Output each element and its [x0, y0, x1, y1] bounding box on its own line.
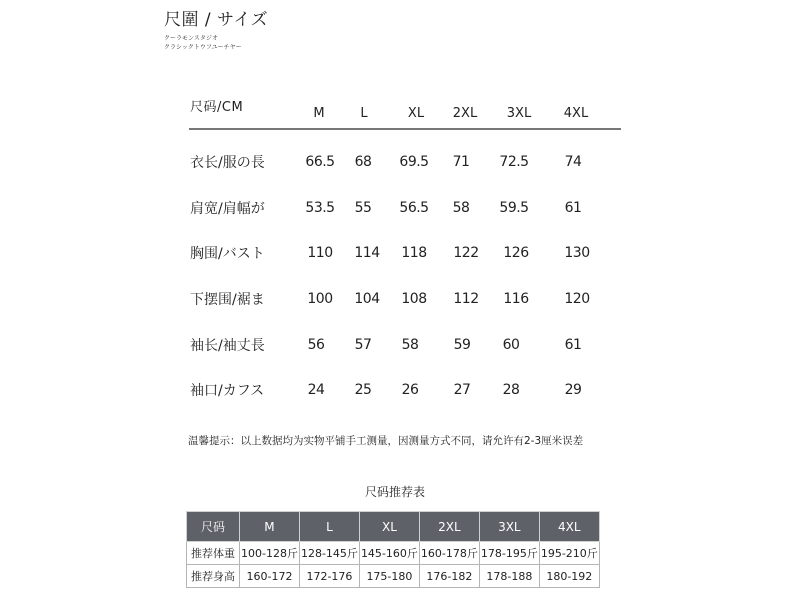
recommend-header-row — [187, 512, 600, 542]
row-label: 袖口/カフス — [190, 383, 265, 399]
size-value: 74 — [564, 154, 582, 170]
recommend-size-header: M — [240, 512, 300, 542]
size-value: 112 — [453, 291, 479, 307]
size-value: 71 — [452, 154, 470, 170]
size-value: 116 — [503, 291, 529, 307]
size-value: 57 — [354, 337, 372, 353]
size-value: 108 — [401, 291, 427, 307]
page-title: 尺圍 / サイズ — [164, 10, 269, 30]
header-divider — [189, 128, 621, 130]
recommend-value: 176-182 — [419, 565, 479, 588]
size-value: 56 — [307, 337, 325, 353]
size-value: 130 — [564, 245, 590, 261]
row-label: 衣长/服の長 — [190, 155, 265, 171]
column-header: 3XL — [506, 106, 532, 121]
row-label: 袖长/袖丈長 — [190, 338, 265, 354]
recommend-value: 195-210斤 — [539, 542, 599, 565]
recommend-value: 128-145斤 — [299, 542, 359, 565]
size-value: 59 — [453, 337, 471, 353]
size-value: 114 — [354, 245, 380, 261]
recommend-value: 175-180 — [359, 565, 419, 588]
recommend-value: 172-176 — [299, 565, 359, 588]
size-value: 58 — [452, 200, 470, 216]
size-value: 58 — [401, 337, 419, 353]
size-value: 26 — [401, 382, 419, 398]
size-value: 120 — [564, 291, 590, 307]
size-value: 72.5 — [499, 154, 529, 170]
row-label: 肩宽/肩幅が — [190, 201, 265, 217]
subtitle-line: クーラモンスタジオ — [164, 35, 218, 42]
size-value: 66.5 — [305, 154, 335, 170]
size-value: 56.5 — [399, 200, 429, 216]
size-value: 68 — [354, 154, 372, 170]
size-value: 126 — [503, 245, 529, 261]
size-value: 60 — [502, 337, 520, 353]
size-value: 55 — [354, 200, 372, 216]
size-value: 61 — [564, 200, 582, 216]
recommend-size-header: L — [299, 512, 359, 542]
size-value: 28 — [502, 382, 520, 398]
unit-label: 尺码/CM — [190, 100, 244, 115]
column-header: 4XL — [563, 106, 589, 121]
subtitle-line: クラシックトウフユーチヤー — [164, 44, 242, 51]
recommend-value: 145-160斤 — [359, 542, 419, 565]
column-header: 2XL — [452, 106, 478, 121]
row-label: 胸围/バスト — [190, 246, 265, 262]
row-label: 下摆围/裾ま — [190, 292, 265, 308]
size-value: 29 — [564, 382, 582, 398]
size-value: 53.5 — [305, 200, 335, 216]
table-row — [187, 542, 600, 565]
recommend-row-label: 推荐身高 — [187, 565, 240, 588]
recommend-value: 160-172 — [240, 565, 300, 588]
size-value: 24 — [307, 382, 325, 398]
size-value: 27 — [453, 382, 471, 398]
recommend-size-header: 2XL — [419, 512, 479, 542]
recommend-value: 178-188 — [479, 565, 539, 588]
size-value: 110 — [307, 245, 333, 261]
measurement-note: 温馨提示：以上数据均为实物平铺手工测量，因测量方式不同，请允许有2-3厘米误差 — [188, 435, 584, 447]
recommend-value: 100-128斤 — [240, 542, 300, 565]
column-header: M — [313, 106, 325, 121]
recommend-value: 160-178斤 — [419, 542, 479, 565]
table-row — [187, 565, 600, 588]
size-value: 118 — [401, 245, 427, 261]
size-value: 104 — [354, 291, 380, 307]
recommend-size-header: XL — [359, 512, 419, 542]
size-value: 122 — [453, 245, 479, 261]
size-value: 25 — [354, 382, 372, 398]
recommend-value: 180-192 — [539, 565, 599, 588]
size-value: 100 — [307, 291, 333, 307]
size-value: 61 — [564, 337, 582, 353]
recommend-header-label: 尺码 — [187, 512, 240, 542]
column-header: L — [360, 106, 368, 121]
recommend-row-label: 推荐体重 — [187, 542, 240, 565]
size-value: 69.5 — [399, 154, 429, 170]
recommend-value: 178-195斤 — [479, 542, 539, 565]
recommend-table — [186, 511, 600, 588]
column-header: XL — [407, 106, 425, 121]
recommend-size-header: 3XL — [479, 512, 539, 542]
recommend-title: 尺码推荐表 — [364, 485, 425, 499]
recommend-size-header: 4XL — [539, 512, 599, 542]
size-value: 59.5 — [499, 200, 529, 216]
